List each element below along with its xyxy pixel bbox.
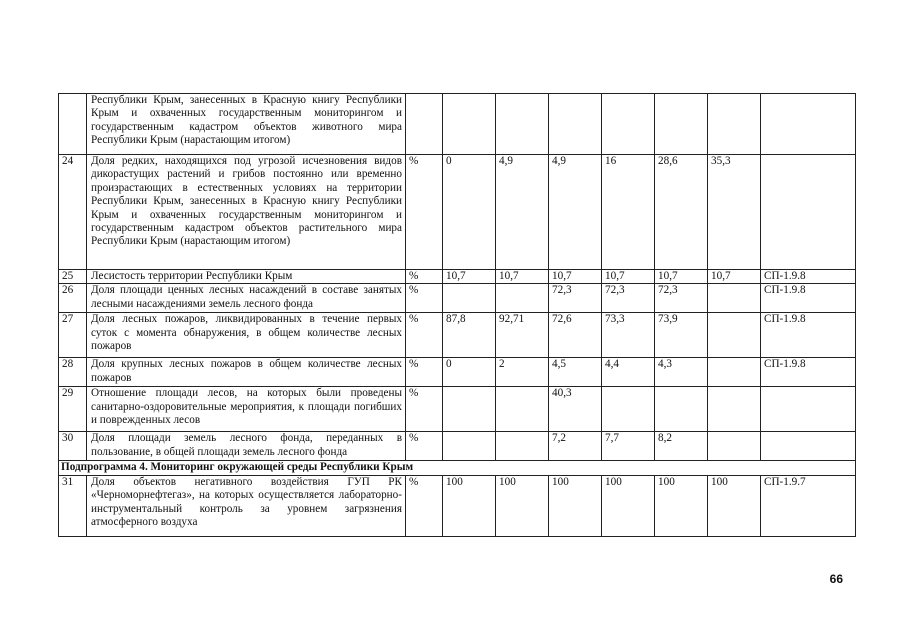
table-row [59,270,856,284]
value-cell: 92,71 [496,313,549,358]
unit-cell: % [406,155,443,270]
reference-cell: СП-1.9.8 [761,270,856,284]
value-cell [443,387,496,432]
indicator-name: Доля редких, находящихся под угрозой исчезновения видов дикорастущих растений и грибов постоянно или временно произрастающих в естественных условиях на территории Республики Крым, занесенных в Красную книгу Республики Крым и охваченных государственным мониторингом и государственным кадастром объектов растительного мира Республики Крым (нарастающим итогом) [87,155,406,270]
value-cell: 4,5 [549,358,602,387]
value-cell [443,432,496,461]
value-cell: 72,6 [549,313,602,358]
reference-cell [761,155,856,270]
value-cell [496,387,549,432]
unit-cell: % [406,475,443,536]
row-number: 25 [59,270,87,284]
value-cell: 87,8 [443,313,496,358]
value-cell [655,387,708,432]
value-cell: 73,9 [655,313,708,358]
table-row [59,313,856,358]
indicator-name: Доля лесных пожаров, ликвидированных в течение первых суток с момента обнаружения, в общем количестве лесных пожаров [87,313,406,358]
value-cell [549,94,602,155]
value-cell: 4,9 [496,155,549,270]
value-cell: 7,2 [549,432,602,461]
value-cell: 10,7 [549,270,602,284]
value-cell: 100 [496,475,549,536]
unit-cell: % [406,387,443,432]
reference-cell [761,387,856,432]
value-cell: 28,6 [655,155,708,270]
table-row [59,475,856,536]
table-row [59,94,856,155]
value-cell [443,284,496,313]
value-cell: 4,3 [655,358,708,387]
reference-cell: СП-1.9.8 [761,313,856,358]
unit-cell: % [406,270,443,284]
value-cell: 4,4 [602,358,655,387]
value-cell: 16 [602,155,655,270]
value-cell [496,432,549,461]
value-cell: 100 [443,475,496,536]
unit-cell [406,94,443,155]
row-number: 26 [59,284,87,313]
value-cell [708,387,761,432]
value-cell: 100 [602,475,655,536]
value-cell: 7,7 [602,432,655,461]
value-cell: 72,3 [549,284,602,313]
indicator-name: Доля объектов негативного воздействия ГУП РК «Черноморнефтегаз», на которых осуществляется лабораторно-инструментальный контроль за уровнем загрязнения атмосферного воздуха [87,475,406,536]
value-cell: 10,7 [602,270,655,284]
unit-cell: % [406,358,443,387]
table-row [59,358,856,387]
value-cell: 100 [549,475,602,536]
value-cell: 40,3 [549,387,602,432]
value-cell [708,94,761,155]
value-cell: 10,7 [496,270,549,284]
table-body [59,94,856,537]
value-cell: 35,3 [708,155,761,270]
value-cell [496,284,549,313]
table-row [59,155,856,270]
value-cell [708,284,761,313]
value-cell: 72,3 [655,284,708,313]
unit-cell: % [406,432,443,461]
value-cell [443,94,496,155]
value-cell [496,94,549,155]
value-cell [655,94,708,155]
indicator-name: Отношение площади лесов, на которых были проведены санитарно-оздоровительные мероприятия, к площади погибших и поврежденных лесов [87,387,406,432]
value-cell [602,94,655,155]
value-cell: 10,7 [655,270,708,284]
value-cell [708,432,761,461]
table-row [59,284,856,313]
value-cell [708,313,761,358]
row-number: 29 [59,387,87,432]
value-cell: 10,7 [708,270,761,284]
reference-cell: СП-1.9.8 [761,358,856,387]
reference-cell: СП-1.9.7 [761,475,856,536]
value-cell [602,387,655,432]
table-row [59,387,856,432]
indicators-table [58,93,856,537]
row-number: 27 [59,313,87,358]
unit-cell: % [406,313,443,358]
reference-cell [761,94,856,155]
value-cell: 0 [443,358,496,387]
value-cell: 100 [655,475,708,536]
indicator-name: Лесистость территории Республики Крым [87,270,406,284]
page-number: 66 [829,572,843,586]
value-cell: 4,9 [549,155,602,270]
indicator-name: Республики Крым, занесенных в Красную книгу Республики Крым и охваченных государственным мониторингом и государственным кадастром объектов животного мира Республики Крым (нарастающим итогом) [87,94,406,155]
value-cell [708,358,761,387]
row-number: 24 [59,155,87,270]
section-title: Подпрограмма 4. Мониторинг окружающей среды Республики Крым [59,461,856,475]
indicator-name: Доля площади земель лесного фонда, переданных в пользование, в общей площади земель лесного фонда [87,432,406,461]
value-cell: 2 [496,358,549,387]
indicator-name: Доля крупных лесных пожаров в общем количестве лесных пожаров [87,358,406,387]
value-cell: 72,3 [602,284,655,313]
unit-cell: % [406,284,443,313]
value-cell: 10,7 [443,270,496,284]
row-number: 28 [59,358,87,387]
value-cell: 73,3 [602,313,655,358]
row-number [59,94,87,155]
reference-cell: СП-1.9.8 [761,284,856,313]
value-cell: 8,2 [655,432,708,461]
reference-cell [761,432,856,461]
table-row [59,432,856,461]
section-row [59,461,856,475]
row-number: 30 [59,432,87,461]
indicator-name: Доля площади ценных лесных насаждений в составе занятых лесными насаждениями земель лесного фонда [87,284,406,313]
value-cell: 100 [708,475,761,536]
value-cell: 0 [443,155,496,270]
row-number: 31 [59,475,87,536]
